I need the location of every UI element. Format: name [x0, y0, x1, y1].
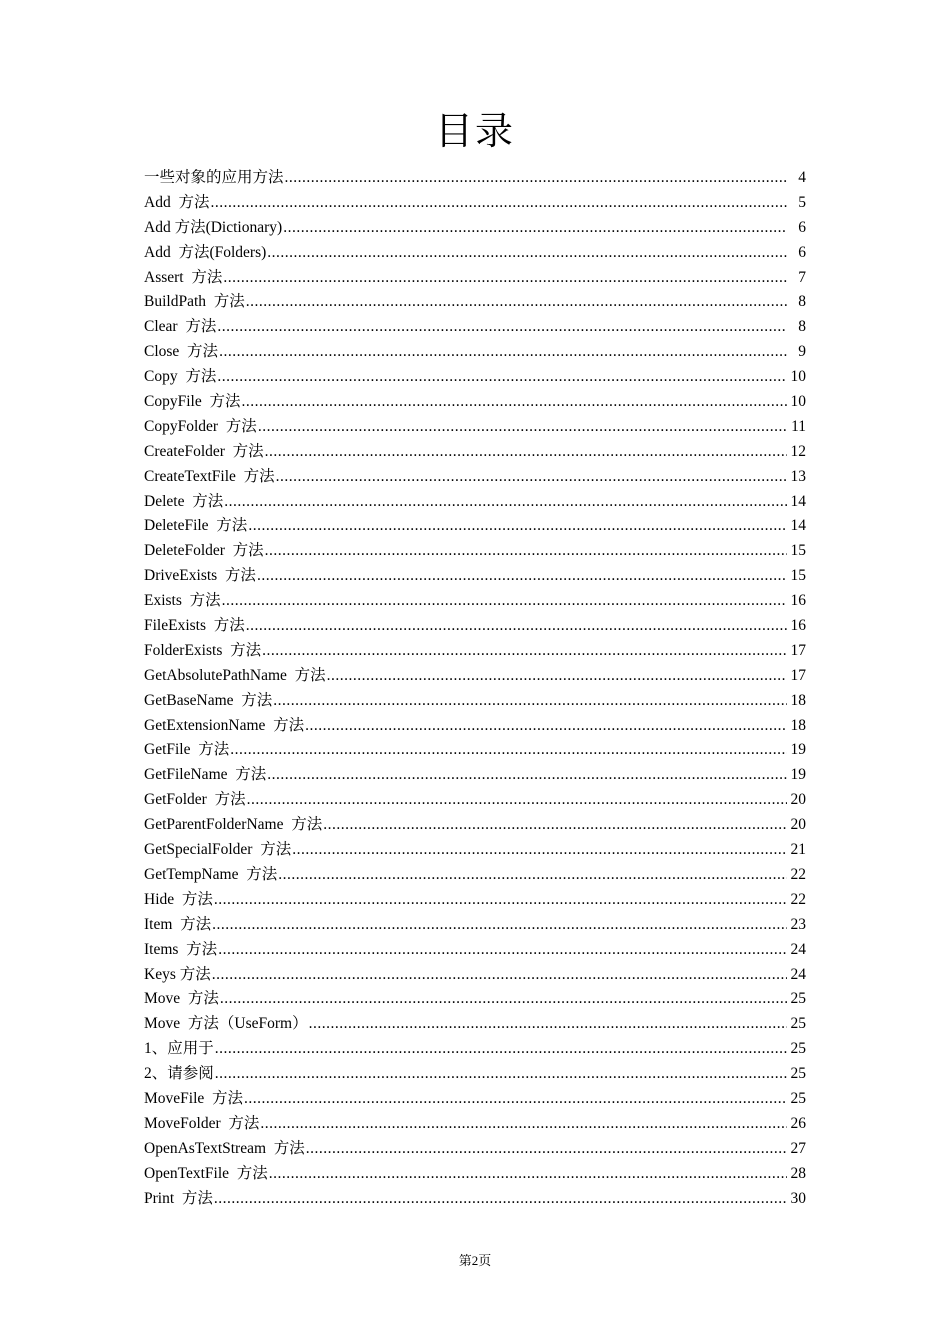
toc-dot-leader [285, 166, 787, 191]
toc-entry[interactable] [144, 1137, 806, 1162]
toc-entry-label: Move 方法 [144, 990, 219, 1008]
toc-entry-page-number: 28 [790, 1164, 806, 1182]
toc-entry[interactable] [144, 415, 806, 440]
toc-entry[interactable] [144, 365, 806, 390]
toc-entry-label: Items 方法 [144, 940, 218, 958]
toc-entry[interactable] [144, 738, 806, 763]
toc-dot-leader [217, 315, 787, 340]
toc-entry-page-number: 5 [798, 193, 806, 211]
toc-entry-page-number: 9 [798, 343, 806, 361]
toc-dot-leader [323, 813, 787, 838]
toc-dot-leader [305, 714, 787, 739]
toc-entry-label: Clear 方法 [144, 318, 217, 336]
toc-entry-label: Add 方法(Folders) [144, 243, 267, 261]
toc-dot-leader [248, 514, 787, 539]
toc-entry[interactable] [144, 714, 806, 739]
toc-entry[interactable] [144, 1112, 806, 1137]
toc-entry-page-number: 25 [790, 1040, 806, 1058]
toc-entry[interactable] [144, 763, 806, 788]
toc-entry-label: BuildPath 方法 [144, 293, 245, 311]
toc-entry-page-number: 17 [790, 641, 806, 659]
toc-dot-leader [218, 938, 787, 963]
toc-entry[interactable] [144, 315, 806, 340]
toc-entry-page-number: 21 [790, 841, 806, 859]
toc-entry-label: GetParentFolderName 方法 [144, 816, 323, 834]
toc-entry-page-number: 16 [790, 617, 806, 635]
toc-entry-page-number: 18 [790, 716, 806, 734]
toc-entry-page-number: 15 [790, 567, 806, 585]
toc-entry-label: Add 方法 [144, 193, 210, 211]
toc-dot-leader [212, 963, 787, 988]
toc-dot-leader [217, 365, 787, 390]
toc-entry-label: CreateFolder 方法 [144, 442, 264, 460]
toc-entry-page-number: 18 [790, 691, 806, 709]
toc-entry-label: GetFileName 方法 [144, 766, 267, 784]
toc-dot-leader [244, 1087, 787, 1112]
toc-entry[interactable] [144, 863, 806, 888]
toc-dot-leader [246, 290, 787, 315]
toc-entry-page-number: 6 [798, 243, 806, 261]
toc-entry[interactable] [144, 938, 806, 963]
toc-entry-page-number: 30 [790, 1189, 806, 1207]
toc-dot-leader [241, 390, 787, 415]
toc-entry-page-number: 4 [798, 169, 806, 186]
toc-entry-label: CopyFile 方法 [144, 393, 241, 411]
toc-entry[interactable] [144, 465, 806, 490]
toc-dot-leader [262, 639, 787, 664]
toc-entry-page-number: 6 [798, 218, 806, 236]
toc-entry[interactable] [144, 788, 806, 813]
toc-entry-label: Delete 方法 [144, 492, 224, 510]
toc-entry-label: GetSpecialFolder 方法 [144, 841, 292, 859]
toc-entry-label: Assert 方法 [144, 268, 223, 286]
toc-dot-leader [230, 738, 787, 763]
toc-entry-page-number: 19 [790, 741, 806, 759]
toc-dot-leader [273, 689, 787, 714]
toc-dot-leader [214, 888, 787, 913]
toc-entry-page-number: 12 [790, 442, 806, 460]
toc-entry[interactable] [144, 813, 806, 838]
toc-entry-label: Add 方法(Dictionary) [144, 218, 283, 236]
toc-entry-page-number: 25 [790, 1015, 806, 1033]
toc-dot-leader [210, 191, 787, 216]
toc-entry-page-number: 19 [790, 766, 806, 784]
toc-entry-label: Item 方法 [144, 915, 212, 933]
toc-entry-page-number: 25 [790, 1065, 806, 1083]
toc-entry-page-number: 10 [790, 393, 806, 411]
toc-entry-label: FileExists 方法 [144, 617, 245, 635]
toc-entry-label: 2、请参阅 [144, 1065, 214, 1083]
toc-dot-leader [327, 664, 787, 689]
toc-entry-label: 1、应用于 [144, 1040, 214, 1058]
toc-entry[interactable] [144, 166, 806, 191]
toc-entry[interactable] [144, 1087, 806, 1112]
toc-entry-label: GetFolder 方法 [144, 791, 246, 809]
toc-entry-page-number: 20 [790, 791, 806, 809]
page-title: 目录 [434, 111, 515, 153]
toc-entry-label: Move 方法（UseForm） [144, 1015, 308, 1033]
toc-entry[interactable] [144, 1012, 806, 1037]
toc-entry-page-number: 8 [798, 318, 806, 336]
toc-entry-page-number: 13 [790, 467, 806, 485]
toc-entry-page-number: 25 [790, 1089, 806, 1107]
toc-entry-page-number: 26 [790, 1114, 806, 1132]
toc-entry[interactable] [144, 1162, 806, 1187]
toc-entry-label: OpenAsTextStream 方法 [144, 1139, 305, 1157]
toc-entry[interactable] [144, 490, 806, 515]
toc-entry-label: Exists 方法 [144, 592, 221, 610]
toc-dot-leader [309, 1012, 787, 1037]
toc-entry[interactable] [144, 589, 806, 614]
toc-dot-leader [215, 1062, 787, 1087]
toc-entry-page-number: 16 [790, 592, 806, 610]
toc-entry[interactable] [144, 838, 806, 863]
toc-entry-page-number: 27 [790, 1139, 806, 1157]
toc-dot-leader [224, 490, 787, 515]
toc-entry-page-number: 22 [790, 865, 806, 883]
toc-entry-label: GetAbsolutePathName 方法 [144, 666, 326, 684]
toc-entry[interactable] [144, 614, 806, 639]
toc-entry[interactable] [144, 241, 806, 266]
toc-entry-label: Print 方法 [144, 1189, 213, 1207]
toc-entry[interactable] [144, 390, 806, 415]
toc-entry[interactable] [144, 539, 806, 564]
toc-dot-leader [214, 1187, 787, 1212]
toc-entry-label: GetTempName 方法 [144, 865, 278, 883]
toc-entry-label: OpenTextFile 方法 [144, 1164, 268, 1182]
toc-dot-leader [220, 987, 787, 1012]
toc-entry-page-number: 20 [790, 816, 806, 834]
toc-entry-page-number: 14 [790, 517, 806, 535]
toc-entry[interactable] [144, 340, 806, 365]
toc-entry[interactable] [144, 564, 806, 589]
toc-dot-leader [278, 863, 787, 888]
toc-dot-leader [223, 266, 787, 291]
toc-entry[interactable] [144, 216, 806, 241]
toc-entry-page-number: 24 [790, 965, 806, 983]
toc-entry-label: GetFile 方法 [144, 741, 230, 759]
toc-entry-page-number: 22 [790, 890, 806, 908]
toc-entry-page-number: 17 [790, 666, 806, 684]
toc-entry-label: CopyFolder 方法 [144, 417, 257, 435]
toc-entry-page-number: 25 [790, 990, 806, 1008]
toc-entry-page-number: 23 [790, 915, 806, 933]
toc-dot-leader [247, 788, 787, 813]
toc-dot-leader [267, 241, 787, 266]
toc-dot-leader [222, 589, 787, 614]
page-number-footer: 第2页 [458, 1253, 492, 1268]
toc-entry-label: GetExtensionName 方法 [144, 716, 305, 734]
toc-dot-leader [260, 1112, 787, 1137]
toc-entry[interactable] [144, 1187, 806, 1212]
toc-entry-page-number: 14 [790, 492, 806, 510]
toc-entry[interactable] [144, 888, 806, 913]
table-of-contents [144, 166, 806, 1211]
toc-entry-label: Close 方法 [144, 343, 219, 361]
toc-dot-leader [283, 216, 787, 241]
toc-dot-leader [257, 564, 787, 589]
toc-entry[interactable] [144, 689, 806, 714]
toc-entry-label: MoveFolder 方法 [144, 1114, 260, 1132]
toc-entry[interactable] [144, 290, 806, 315]
toc-entry[interactable] [144, 191, 806, 216]
toc-entry-page-number: 10 [790, 368, 806, 386]
toc-dot-leader [267, 763, 787, 788]
toc-entry-label: Copy 方法 [144, 368, 217, 386]
toc-dot-leader [212, 913, 787, 938]
toc-entry[interactable] [144, 440, 806, 465]
toc-dot-leader [306, 1137, 787, 1162]
toc-dot-leader [258, 415, 787, 440]
toc-entry-label: MoveFile 方法 [144, 1089, 244, 1107]
toc-entry[interactable] [144, 913, 806, 938]
toc-entry-label: Keys 方法 [144, 965, 211, 983]
toc-entry-label: DeleteFolder 方法 [144, 542, 264, 560]
toc-dot-leader [215, 1037, 787, 1062]
toc-entry[interactable] [144, 963, 806, 988]
toc-entry[interactable] [144, 639, 806, 664]
toc-entry-label: Hide 方法 [144, 890, 213, 908]
toc-entry-page-number: 15 [790, 542, 806, 560]
toc-dot-leader [265, 440, 787, 465]
toc-entry-label: GetBaseName 方法 [144, 691, 273, 709]
toc-entry[interactable] [144, 664, 806, 689]
toc-entry[interactable] [144, 266, 806, 291]
toc-entry-label: DeleteFile 方法 [144, 517, 248, 535]
toc-entry[interactable] [144, 1037, 806, 1062]
toc-dot-leader [219, 340, 787, 365]
toc-entry-page-number: 11 [791, 417, 806, 435]
toc-entry-label: CreateTextFile 方法 [144, 467, 275, 485]
toc-entry[interactable] [144, 1062, 806, 1087]
toc-entry-page-number: 8 [798, 293, 806, 311]
toc-entry-label: 一些对象的应用方法 [144, 169, 284, 186]
toc-dot-leader [265, 539, 787, 564]
toc-entry[interactable] [144, 514, 806, 539]
toc-entry-label: DriveExists 方法 [144, 567, 256, 585]
toc-dot-leader [292, 838, 787, 863]
toc-entry[interactable] [144, 987, 806, 1012]
toc-entry-label: FolderExists 方法 [144, 641, 262, 659]
toc-entry-page-number: 24 [790, 940, 806, 958]
toc-dot-leader [269, 1162, 787, 1187]
toc-dot-leader [246, 614, 787, 639]
toc-dot-leader [276, 465, 787, 490]
toc-entry-page-number: 7 [798, 268, 806, 286]
